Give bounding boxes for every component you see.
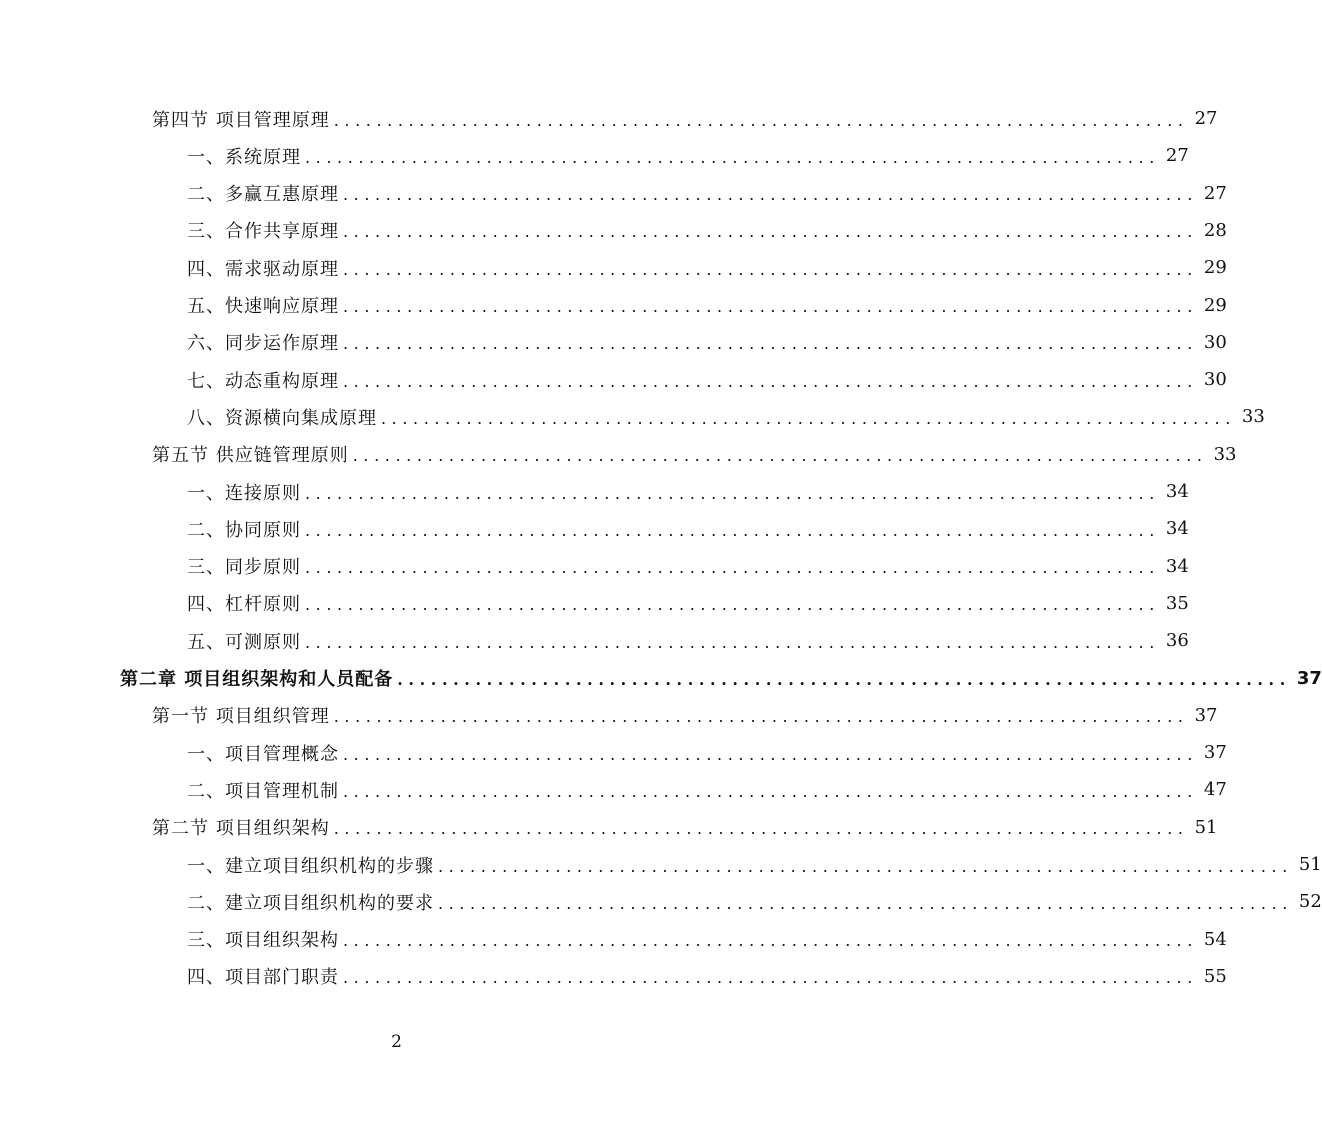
toc-entry-page: 33 <box>1213 443 1237 465</box>
toc-entry-page: 37 <box>1296 667 1322 689</box>
toc-entry-item[interactable] <box>187 212 1227 249</box>
toc-entry-title: 第二节 项目组织架构 <box>152 818 330 840</box>
toc-entry-item[interactable] <box>187 883 1322 920</box>
toc-dot-leader: ................................................................................ <box>343 259 1198 279</box>
toc-entry-item[interactable] <box>187 771 1227 808</box>
toc-entry-item[interactable] <box>187 846 1322 883</box>
toc-entry-title: 五、快速响应原理 <box>187 296 339 317</box>
toc-entry-page: 55 <box>1203 965 1227 987</box>
toc-dot-leader: ................................................................................ <box>352 446 1208 466</box>
toc-dot-leader: ................................................................................ <box>343 222 1198 242</box>
toc-entry-title: 一、连接原则 <box>187 482 301 504</box>
toc-dot-leader: ................................................................................ <box>343 297 1198 316</box>
toc-dot-leader: ................................................................................ <box>333 110 1189 130</box>
toc-entry-page: 33 <box>1241 406 1265 428</box>
toc-entry-page: 34 <box>1165 518 1189 540</box>
toc-entry-item[interactable] <box>187 585 1189 622</box>
toc-dot-leader: ................................................................................ <box>438 893 1293 913</box>
toc-entry-title: 四、需求驱动原理 <box>187 258 339 280</box>
toc-entry-page: 30 <box>1203 331 1227 353</box>
toc-entry-page: 37 <box>1194 704 1218 726</box>
toc-dot-leader: ................................................................................ <box>305 595 1160 615</box>
toc-dot-leader: ................................................................................ <box>343 371 1198 391</box>
toc-entry-section[interactable] <box>152 436 1237 473</box>
toc-entry-item[interactable] <box>187 473 1189 510</box>
toc-entry-page: 54 <box>1203 928 1227 950</box>
toc-entry-section[interactable] <box>152 100 1218 137</box>
toc-entry-item[interactable] <box>187 622 1189 659</box>
toc-entry-item[interactable] <box>187 249 1227 286</box>
toc-entry-title: 三、合作共享原理 <box>187 221 339 243</box>
toc-dot-leader: ................................................................................ <box>343 968 1198 988</box>
toc-entry-title: 七、动态重构原理 <box>187 370 339 392</box>
toc-entry-page: 47 <box>1203 779 1227 801</box>
toc-entry-page: 27 <box>1165 145 1189 167</box>
toc-dot-leader: ................................................................................ <box>343 744 1198 764</box>
toc-entry-section[interactable] <box>152 809 1218 846</box>
toc-dot-leader: ................................................................................ <box>343 781 1198 801</box>
toc-entry-item[interactable] <box>187 361 1227 398</box>
toc-dot-leader: ................................................................................ <box>381 408 1236 428</box>
toc-entry-page: 52 <box>1298 891 1322 913</box>
toc-dot-leader: ................................................................................ <box>305 520 1160 540</box>
toc-entry-page: 27 <box>1194 108 1218 129</box>
toc-entry-section[interactable] <box>152 697 1218 734</box>
toc-entry-title: 四、项目部门职责 <box>187 967 339 989</box>
toc-entry-page: 51 <box>1194 816 1218 838</box>
toc-dot-leader: ................................................................................ <box>438 856 1293 876</box>
toc-entry-page: 36 <box>1165 630 1189 652</box>
toc-entry-page: 34 <box>1165 555 1189 577</box>
toc-entry-item[interactable] <box>187 324 1227 361</box>
toc-dot-leader: ................................................................................ <box>343 931 1198 951</box>
toc-dot-leader: ................................................................................ <box>333 707 1189 727</box>
toc-entry-title: 二、多赢互惠原理 <box>187 184 339 206</box>
toc-entry-item[interactable] <box>187 548 1189 585</box>
toc-dot-leader: ................................................................................ <box>305 483 1160 503</box>
toc-entry-chapter[interactable] <box>120 660 1322 697</box>
toc-entry-item[interactable] <box>187 398 1265 435</box>
toc-entry-title: 一、项目管理概念 <box>187 743 339 765</box>
toc-entry-page: 37 <box>1203 742 1227 764</box>
toc-dot-leader: ................................................................................ <box>343 334 1198 354</box>
toc-entry-page: 51 <box>1298 854 1322 875</box>
toc-entry-page: 27 <box>1203 182 1227 204</box>
toc-entry-title: 第一节 项目组织管理 <box>152 706 330 728</box>
toc-entry-title: 一、系统原理 <box>187 146 301 168</box>
toc-entry-title: 四、杠杆原则 <box>187 594 301 616</box>
toc-entry-page: 28 <box>1203 219 1227 241</box>
toc-dot-leader: ................................................................................ <box>305 558 1160 578</box>
toc-entry-page: 29 <box>1203 257 1227 279</box>
toc-entry-title: 二、项目管理机制 <box>187 780 339 802</box>
toc-entry-title: 三、项目组织架构 <box>187 930 339 952</box>
toc-entry-title: 三、同步原则 <box>187 557 301 579</box>
toc-entry-title: 二、建立项目组织机构的要求 <box>187 892 434 914</box>
toc-entry-title: 第四节 项目管理原理 <box>152 109 330 131</box>
page-number: 2 <box>391 1032 402 1052</box>
toc-entry-item[interactable] <box>187 734 1227 771</box>
toc-dot-leader: ................................................................................ <box>343 185 1198 205</box>
toc-dot-leader: ................................................................................ <box>305 632 1160 652</box>
toc-dot-leader: ................................................................................ <box>305 147 1160 167</box>
toc-entry-title: 一、建立项目组织机构的步骤 <box>187 855 434 877</box>
toc-entry-item[interactable] <box>187 958 1227 995</box>
toc-entry-item[interactable] <box>187 510 1189 547</box>
toc-entry-title: 五、可测原则 <box>187 631 301 653</box>
toc-entry-page: 29 <box>1203 294 1227 316</box>
toc-entry-item[interactable] <box>187 921 1227 958</box>
toc-entry-title: 八、资源横向集成原理 <box>187 407 377 429</box>
toc-entry-page: 30 <box>1203 369 1227 391</box>
toc-entry-page: 35 <box>1165 592 1189 614</box>
toc-entry-title: 六、同步运作原理 <box>187 333 339 355</box>
toc-entry-item[interactable] <box>187 287 1227 324</box>
toc-entry-item[interactable] <box>187 137 1189 174</box>
toc-entry-item[interactable] <box>187 175 1227 212</box>
toc-entry-page: 34 <box>1165 481 1189 502</box>
toc-dot-leader: ................................................................................ <box>333 819 1189 839</box>
toc-dot-leader: ................................................................................ <box>397 670 1291 689</box>
toc-entry-title: 第二章 项目组织架构和人员配备 <box>120 669 394 690</box>
toc-entry-title: 二、协同原则 <box>187 519 301 541</box>
toc-entry-title: 第五节 供应链管理原则 <box>152 445 349 467</box>
